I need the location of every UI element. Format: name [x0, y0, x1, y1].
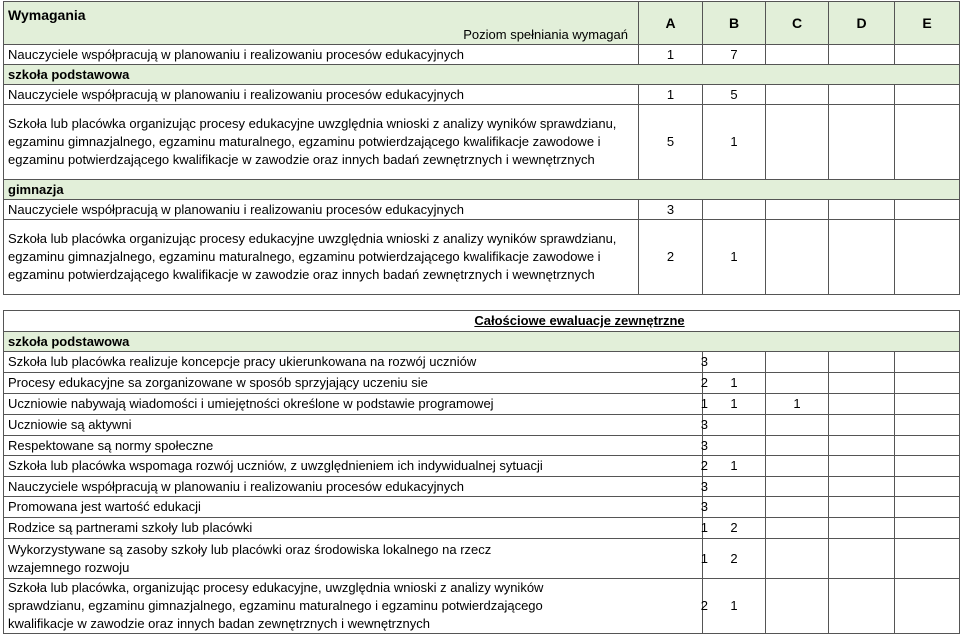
level-heading: Poziom spełniania wymagań [463, 27, 628, 42]
value-a: 1 [639, 45, 703, 65]
value-a: 2 [700, 458, 708, 473]
value-b [700, 352, 766, 373]
value-c [766, 456, 829, 477]
value-b: 1 [703, 373, 766, 394]
value-b: 1 [703, 456, 766, 477]
value-b [700, 415, 766, 436]
value-empty [895, 477, 960, 497]
value-empty [766, 85, 829, 105]
value-empty [829, 394, 895, 415]
holistic-evaluation-table [3, 310, 960, 634]
criterion-text: Szkoła lub placówka realizuje koncepcje pracy ukierunkowana na rozwój uczniów 3 [4, 352, 703, 373]
value-empty [895, 85, 960, 105]
value-empty [895, 105, 960, 180]
table-row [4, 200, 960, 220]
value-c [766, 352, 829, 373]
group-row [4, 65, 960, 85]
value-c: 1 [766, 394, 829, 415]
value-empty [895, 45, 960, 65]
value-c [766, 518, 829, 539]
requirements-table [3, 1, 960, 295]
value-empty [895, 415, 960, 436]
table-row [4, 477, 960, 497]
group-label: szkoła podstawowa [4, 65, 960, 85]
table-row [4, 394, 960, 415]
value-b: 1 [703, 394, 766, 415]
value-empty [895, 436, 960, 456]
table-row [4, 579, 960, 634]
value-empty [829, 436, 895, 456]
section2-title-row [4, 311, 960, 332]
criterion-text: Rodzice są partnerami szkoły lub placówki 1 [4, 518, 703, 539]
value-empty [895, 579, 960, 634]
table-row [4, 456, 960, 477]
table-row [4, 352, 960, 373]
value-empty [829, 579, 895, 634]
value-empty [829, 373, 895, 394]
value-empty [829, 200, 895, 220]
value-empty [766, 220, 829, 295]
criterion-text: Wykorzystywane są zasoby szkoły lub placówki oraz środowiska lokalnego na rzecz wzajemnego rozwoju 1 [4, 539, 703, 579]
criterion-text: Promowana jest wartość edukacji 3 [4, 497, 703, 518]
value-empty [829, 456, 895, 477]
value-empty [895, 497, 960, 518]
table-row [4, 518, 960, 539]
value-c [766, 539, 829, 579]
value-empty [895, 200, 960, 220]
requirement-text: Nauczyciele współpracują w planowaniu i realizowaniu procesów edukacyjnych [4, 200, 639, 220]
value-empty [829, 539, 895, 579]
value-empty [895, 539, 960, 579]
value-empty [766, 45, 829, 65]
value-b: 1 [703, 105, 766, 180]
criterion-text: Procesy edukacyjne sa zorganizowane w sposób sprzyjający uczeniu sie 2 [4, 373, 703, 394]
value-b: 2 [703, 539, 766, 579]
value-a: 3 [639, 200, 703, 220]
value-c [766, 415, 829, 436]
value-a: 1 [700, 550, 708, 566]
value-empty [829, 105, 895, 180]
value-empty [895, 518, 960, 539]
value-a: 1 [700, 396, 708, 411]
col-header-e: E [895, 2, 960, 45]
value-b [703, 200, 766, 220]
value-empty [829, 477, 895, 497]
value-b: 1 [703, 579, 766, 634]
group-label: gimnazja [4, 180, 960, 200]
table-row [4, 539, 960, 579]
value-b: 2 [703, 518, 766, 539]
section2-group-label: szkoła podstawowa [4, 332, 960, 352]
requirement-text: Nauczyciele współpracują w planowaniu i realizowaniu procesów edukacyjnych [4, 45, 639, 65]
table-row [4, 45, 960, 65]
value-empty [829, 45, 895, 65]
table-row [4, 105, 960, 180]
value-a: 3 [700, 417, 708, 432]
value-empty [895, 373, 960, 394]
table-row [4, 85, 960, 105]
col-header-b: B [703, 2, 766, 45]
value-a: 2 [700, 598, 708, 613]
value-a: 5 [639, 105, 703, 180]
value-b: 1 [703, 220, 766, 295]
value-a: 2 [639, 220, 703, 295]
value-c [766, 477, 829, 497]
value-empty [895, 394, 960, 415]
section2-title: Całościowe ewaluacje zewnętrzne [4, 311, 960, 332]
header-row [4, 2, 960, 45]
value-empty [895, 352, 960, 373]
value-b [700, 436, 766, 456]
header-title-cell [4, 2, 639, 45]
col-header-a: A [639, 2, 703, 45]
value-empty [829, 85, 895, 105]
value-a: 3 [700, 478, 708, 494]
table-row [4, 373, 960, 394]
value-empty [895, 220, 960, 295]
value-b [700, 497, 766, 518]
table-row [4, 436, 960, 456]
value-empty [766, 105, 829, 180]
criterion-text: Respektowane są normy społeczne 3 [4, 436, 703, 456]
value-b: 5 [703, 85, 766, 105]
value-a: 3 [700, 499, 708, 514]
value-empty [829, 220, 895, 295]
criterion-text: Uczniowie są aktywni 3 [4, 415, 703, 436]
requirement-text: Nauczyciele współpracują w planowaniu i realizowaniu procesów edukacyjnych [4, 85, 639, 105]
value-b [700, 477, 766, 497]
col-header-d: D [829, 2, 895, 45]
value-c [766, 579, 829, 634]
value-empty [829, 352, 895, 373]
table-title: Wymagania [8, 7, 86, 23]
value-a: 3 [700, 354, 708, 369]
requirement-text: Szkoła lub placówka organizując procesy edukacyjne uwzględnia wnioski z analizy wyników sprawdzianu, egzaminu gimnazjalnego, egzaminu maturalnego, egzaminu potwierdzającego kwalifikacje zawodowe i egzaminu potwierdzającego kwalifikacje w zawodzie oraz innych badań zewnętrznych i wewnętrznych [4, 220, 639, 295]
group-row [4, 180, 960, 200]
table-row [4, 497, 960, 518]
value-a: 1 [700, 520, 708, 535]
value-empty [895, 456, 960, 477]
value-empty [829, 415, 895, 436]
table-row [4, 220, 960, 295]
criterion-text: Nauczyciele współpracują w planowaniu i realizowaniu procesów edukacyjnych 3 [4, 477, 703, 497]
criterion-text: Uczniowie nabywają wiadomości i umiejętności określone w podstawie programowej 1 [4, 394, 703, 415]
criterion-text: Szkoła lub placówka wspomaga rozwój uczniów, z uwzględnieniem ich indywidualnej sytuacji 2 [4, 456, 703, 477]
value-empty [829, 518, 895, 539]
value-a: 3 [700, 437, 708, 453]
col-header-c: C [766, 2, 829, 45]
value-empty [829, 497, 895, 518]
value-c [766, 373, 829, 394]
value-c [766, 497, 829, 518]
criterion-text: Szkoła lub placówka, organizując procesy edukacyjne, uwzględnia wnioski z analizy wyników sprawdzianu, egzaminu gimnazjalnego, egzaminu maturalnego i egzaminu potwierdzającego kwalifikacje w zawodzie oraz innych badan zewnętrznych i wewnętrznych 2 [4, 579, 703, 634]
requirement-text: Szkoła lub placówka organizując procesy edukacyjne uwzględnia wnioski z analizy wyników sprawdzianu, egzaminu gimnazjalnego, egzaminu maturalnego, egzaminu potwierdzającego kwalifikacje zawodowe i egzaminu potwierdzającego kwalifikacje w zawodzie oraz innych badań zewnętrznych i wewnętrznych [4, 105, 639, 180]
value-empty [766, 200, 829, 220]
value-a: 2 [700, 375, 708, 390]
section2-group-row [4, 332, 960, 352]
value-b: 7 [703, 45, 766, 65]
value-c [766, 436, 829, 456]
value-a: 1 [639, 85, 703, 105]
table-row [4, 415, 960, 436]
